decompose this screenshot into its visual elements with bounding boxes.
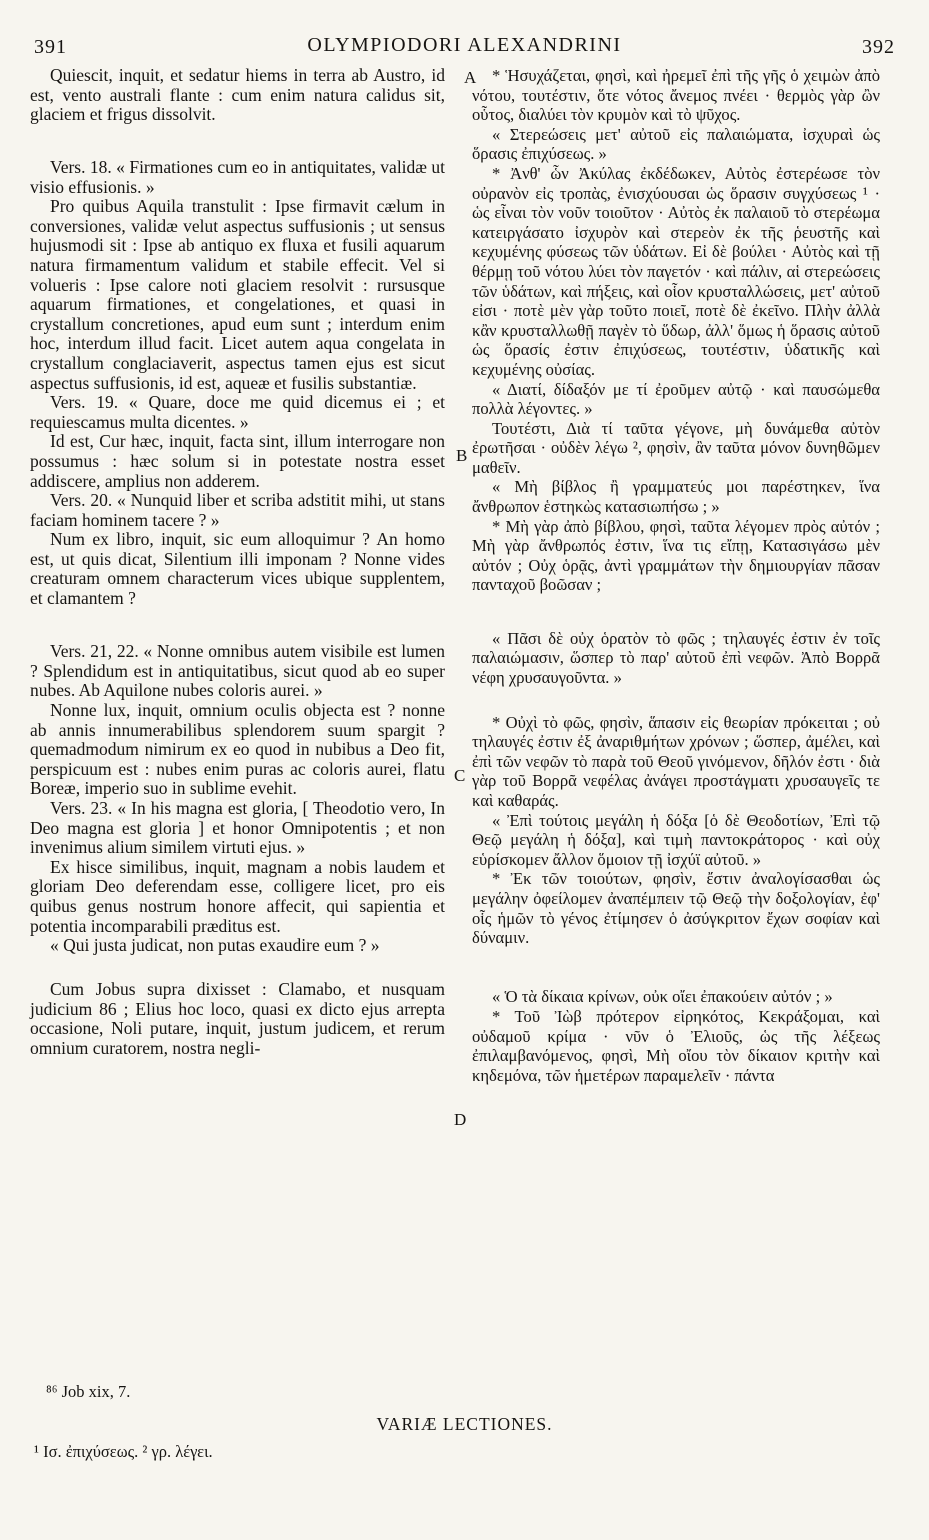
- latin-verse: Vers. 19. « Quare, doce me quid dicemus ei ; et requiescamus multa dicentes. »: [30, 392, 445, 432]
- latin-verse: Vers. 18. « Firmationes cum eo in antiquitates, validæ ut visio effusionis. »: [30, 157, 445, 197]
- greek-paragraph: * Ἐκ τῶν τοιούτων, φησὶν, ἔστιν ἀναλογίσασθαι ὡς μεγάλην ὀφείλομεν ἀναπέμπειν τῷ Θεῷ τὴν δοξολογίαν, ἐφ' οἷς ἡμῶν τὸ γένος ἐτίμησεν ὁ ἀσύγκριτον ἔχων σοφίαν καὶ δύναμιν.: [472, 869, 880, 948]
- latin-verse: Vers. 23. « In his magna est gloria, [ Theodotio vero, In Deo magna est gloria ] et honor Omnipotentis ; et non invenimus alium similem virtuti ejus. »: [30, 798, 445, 858]
- margin-marker-c: C: [454, 766, 466, 785]
- page-number-right: 392: [862, 36, 895, 58]
- latin-verse: Vers. 21, 22. « Nonne omnibus autem visibile est lumen ? Splendidum est in antiquitatibus, sicut quod ab eo super nubes. Ab Aquilone nubes coloris aurei. »: [30, 641, 445, 701]
- latin-verse: Vers. 20. « Nunquid liber et scriba adstitit mihi, ut stans faciam hominem tacere ? »: [30, 490, 445, 530]
- greek-verse: « Ἐπὶ τούτοις μεγάλη ἡ δόξα [ὁ δὲ Θεοδοτίων, Ἐπὶ τῷ Θεῷ μεγάλη ἡ δόξα], καὶ τιμὴ παντοκράτορος · καὶ οὐχ εὑρίσκομεν ἄλλον ὅμοιον τῇ ἰσχύϊ αὐτοῦ. »: [472, 810, 880, 869]
- greek-verse: « Ὁ τὰ δίκαια κρίνων, οὐκ οἴει ἐπακούειν αὐτόν ; »: [492, 987, 833, 1007]
- greek-paragraph: Τουτέστι, Διὰ τί ταῦτα γέγονε, μὴ δυνάμεθα αὐτὸν ἐρωτῆσαι · οὐδὲν λέγω ², φησὶν, ἂν ταῦτα μόνον δυνηθῶμεν μαθεῖν.: [472, 418, 880, 477]
- latin-paragraph: Quiescit, inquit, et sedatur hiems in terra ab Austro, id est, vento australi flante : cum enim natura calidus sit, glaciem et frigus dissolvit.: [30, 65, 445, 125]
- latin-paragraph: Pro quibus Aquila transtulit : Ipse firmavit cælum in conversiones, validæ velut aspectus suffusionis ; ut sensus hujusmodi sit : Ipse ab antiquo ex fluxa et fusili aquarum natura firmamentum validum et stabile effecit. Vel si volueris : Ipse calore noti glaciem resolvit : rursusque aquarum firmationes, et congelationes, et quasi in crystallum concretiones, apud eum sunt ; interdum enim hoc, interdum illud facit. Licet autem aqua congelata in crystallum conglaciaverit, aspectus tamen ejus est sicut aspectus suffusionis, id est, aqueæ et fusilis substantiæ.: [30, 196, 445, 393]
- latin-paragraph: Cum Jobus supra dixisset : Clamabo, et nusquam judicium 86 ; Elius hoc loco, quasi ex dicto ejus arrepta occasione, Noli putare, inquit, justum judicem, et rerum omnium curatorem, nostra negli-: [30, 979, 445, 1058]
- latin-paragraph: Ex hisce similibus, inquit, magnam a nobis laudem et gloriam Deo deferendam esse, colligere licet, pro eis quibus genus nostrum honore affecit, qui sapientia et potentia incomparabili præditus est.: [30, 856, 445, 936]
- latin-paragraph: Nonne lux, inquit, omnium oculis objecta est ? nonne ab annis innumerabilibus splendorem suum spargit ? quemadmodum nimirum ex eo quod in nubibus a Deo fit, perspicuum est : nubes enim puras ac coloris aurei, flatu Boreæ, imperio suo in sublime evehit.: [30, 700, 445, 799]
- latin-paragraph: Id est, Cur hæc, inquit, facta sint, illum interrogare non possumus : hæc solum si in potestate nostra esset addiscere, amplius non adderem.: [30, 431, 445, 491]
- greek-paragraph: * Οὐχὶ τὸ φῶς, φησὶν, ἅπασιν εἰς θεωρίαν πρόκειται ; οὐ τηλαυγές ἐστιν ἐξ ἀναριθμήτων χρόνων ; ὥσπερ, ἀμέλει, καὶ ἐπὶ τῶν νεφῶν τὸ παρὰ τοῦ Θεοῦ γινόμενον, δῆλόν ἐστι · διὰ γὰρ τοῦ Βορρᾶ νεφέλας ἀνάγει προστάγματι χρυσαυγεῖς τε καὶ καθαράς.: [472, 712, 880, 811]
- page-number-left: 391: [34, 36, 67, 58]
- greek-verse: « Διατί, δίδαξόν με τί ἐροῦμεν αὐτῷ · καὶ παυσώμεθα πολλὰ λέγοντες. »: [472, 379, 880, 419]
- footnote-left: ⁸⁶ Job xix, 7.: [46, 1382, 131, 1401]
- latin-verse: « Qui justa judicat, non putas exaudire eum ? »: [50, 935, 380, 956]
- variae-lectiones-title: VARIÆ LECTIONES.: [376, 1414, 553, 1434]
- greek-paragraph: * Μὴ γὰρ ἀπὸ βίβλου, φησὶ, ταῦτα λέγομεν πρὸς αὐτόν ; Μὴ γὰρ ἄνθρωπός ἐστιν, ἵνα τις εἴπῃ, Κατασιγάσω μὲν αὐτόν ; Οὐχ ὁρᾷς, ἀντὶ γραμμάτων τὴν δημιουργίαν πᾶσαν πανταχοῦ βοῶσαν ;: [472, 516, 880, 595]
- running-head: OLYMPIODORI ALEXANDRINI: [307, 34, 622, 56]
- latin-paragraph: Num ex libro, inquit, sic eum alloquimur ? An homo est, ut quis dicat, Silentium illi imponam ? Nonne vides creaturam omnem characterum vices ubique supplentem, et clamantem ?: [30, 529, 445, 609]
- greek-column: [472, 66, 880, 1085]
- variae-lectiones-text: ¹ Ισ. ἐπιχύσεως. ² γρ. λέγει.: [34, 1442, 213, 1461]
- greek-paragraph: * Τοῦ Ἰὼβ πρότερον εἰρηκότος, Κεκράξομαι, καὶ οὐδαμοῦ κρίμα · νῦν ὁ Ἐλιοῦς, ὡς τῆς λέξεως ἐπιλαμβανόμενος, φησὶ, Μὴ οἴου τὸν δίκαιον κριτὴν καὶ κηδεμόνα, τῶν ἡμετέρων παραμελεῖν · πάντα: [472, 1007, 880, 1085]
- latin-column: [30, 66, 445, 1059]
- margin-marker-d: D: [454, 1110, 467, 1129]
- greek-paragraph: * Ἡσυχάζεται, φησὶ, καὶ ἠρεμεῖ ἐπὶ τῆς γῆς ὁ χειμὼν ἀπὸ νότου, τουτέστιν, ὅτε νότος ἄνεμος πνέει · θερμὸς γὰρ ὢν οὗτος, διαλύει τὸν κρυμὸν καὶ τὸ ψῦχος.: [472, 66, 880, 125]
- greek-verse: « Στερεώσεις μετ' αὐτοῦ εἰς παλαιώματα, ἰσχυραὶ ὡς ὅρασις ἐπιχύσεως. »: [472, 124, 880, 164]
- margin-marker-a: A: [464, 68, 477, 87]
- margin-marker-b: B: [456, 446, 468, 465]
- greek-paragraph: * Ἀνθ' ὧν Ἀκύλας ἐκδέδωκεν, Αὐτὸς ἐστερέωσε τὸν οὐρανὸν εἰς τροπὰς, ἐνισχύουσαι ὡς ὅρασιν συγχύσεως ¹ · ὡς εἶναι τὸν νοῦν τοιοῦτον · Αὐτὸς ἐκ παλαιοῦ τὸ στερέωμα κατειργάσατο ἰσχυρὸν καὶ στερεὸν ἐκ τῆς ῥευστῆς καὶ κεχυμένης φύσεως τῶν ὑδάτων. Εἰ δὲ βούλει · Αὐτὸς καὶ τῇ θέρμῃ τοῦ νότου λύει τὸν παγετόν · καὶ πάλιν, αἱ στερεώσεις τῶν ὑδάτων, καὶ πήξεις, καὶ οἷον κρυσταλλώσεις, μετ' αὐτοῦ εἰσι · ποτὲ μὲν γὰρ τοῦτο ποιεῖ, ποτὲ δὲ ἐκεῖνο. Πλὴν ἀλλὰ κἂν κρυσταλλωθῇ παγὲν τὸ ὕδωρ, ἀλλ' ὅμως ἡ ὅρασις αὐτοῦ ὡς ὅρασίς ἐστιν ἐπιχύσεως, τουτέστιν, ὑδατικῆς καὶ κεχυμένης οὐσίας.: [472, 163, 880, 379]
- greek-verse: « Μὴ βίβλος ἢ γραμματεύς μοι παρέστηκεν, ἵνα ἄνθρωπον ἑστηκὼς κατασιωπήσω ; »: [472, 477, 880, 517]
- greek-verse: « Πᾶσι δὲ οὐχ ὁρατὸν τὸ φῶς ; τηλαυγές ἐστιν ἐν τοῖς παλαιώμασιν, ὥσπερ τὸ παρ' αὐτοῦ ἐπὶ νεφῶν. Ἀπὸ Βορρᾶ νέφη χρυσαυγοῦντα. »: [472, 628, 880, 687]
